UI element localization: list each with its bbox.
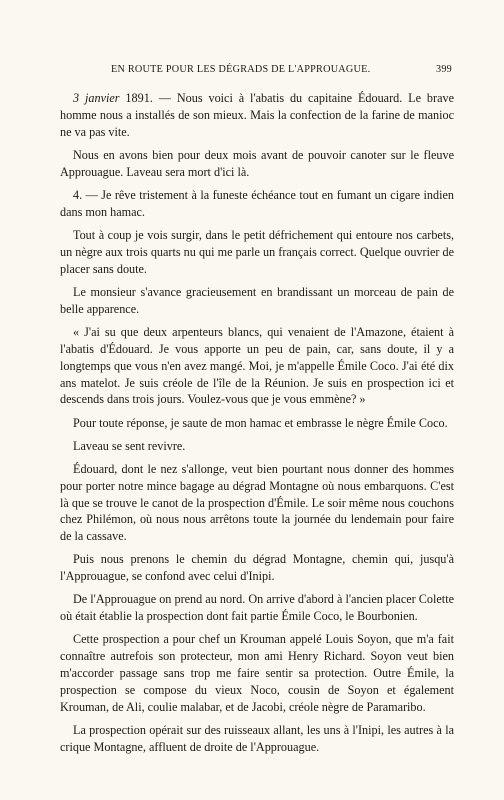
date-italic: 3 janvier: [73, 91, 120, 105]
paragraph-9: Édouard, dont le nez s'allonge, veut bien pourtant nous donner des hommes pour porter notre mince bagage au dégrad Montagne où nous embarquons. C'est là que se trouve le canot de la prospection d'Émile. Le soir même nous couchons chez Philémon, où nous nous arrêtons toute la journée du lendemain pour faire de la cassave.: [60, 461, 454, 544]
page-number: 399: [435, 64, 452, 75]
running-header: [60, 64, 454, 84]
paragraph-11: De l'Approuague on prend au nord. On arrive d'abord à l'ancien placer Colette où était établie la prospection dont fait partie Émile Coco, le Bourbonien.: [60, 592, 454, 624]
body-text: [60, 90, 454, 756]
paragraph-12: Cette prospection a pour chef un Krouman appelé Louis Soyon, que m'a fait connaître autrefois son protecteur, mon ami Henry Richard. Soyon veut bien m'accorder passage sans trop me faire sentir sa protection. Outre Émile, la prospection se compose du vieux Noco, cousin de Soyon et également Krouman, de Ali, coulie malabar, et de Jacobi, créole nègre de Paramaribo.: [60, 632, 454, 715]
paragraph-6: « J'ai su que deux arpenteurs blancs, qui venaient de l'Amazone, étaient à l'abatis d'Édouard. Je vous apporte un peu de pain, car, sans doute, il y a longtemps que vous n'en avez mangé. Moi, je m'appelle Émile Coco. J'ai été dix ans matelot. Je suis créole de l'île de la Réunion. Je suis en prospection ici et descends dans trois jours. Voulez-vous que je vous emmène? »: [60, 324, 454, 407]
paragraph-5: Le monsieur s'avance gracieusement en brandissant un morceau de pain de belle apparence.: [60, 284, 454, 316]
paragraph-10: Puis nous prenons le chemin du dégrad Montagne, chemin qui, jusqu'à l'Approuague, se confond avec celui d'Inipi.: [60, 552, 454, 584]
paragraph-text: 1891. — Nous voici à l'abatis du capitaine Édouard. Le brave homme nous a installés de son mieux. Mais la confection de la farine de manioc ne va pas vite.: [60, 91, 454, 139]
paragraph-13: La prospection opérait sur des ruisseaux allant, les uns à l'Inipi, les autres à la crique Montagne, affluent de droite de l'Approuague.: [60, 723, 454, 755]
paragraph-8: Laveau se sent revivre.: [73, 438, 186, 453]
paragraph-1: [60, 90, 454, 141]
paragraph-3: 4. — Je rêve tristement à la funeste échéance tout en fumant un cigare indien dans mon hamac.: [60, 187, 454, 219]
paragraph-7: Pour toute réponse, je saute de mon hamac et embrasse le nègre Émile Coco.: [73, 415, 448, 430]
paragraph-2: Nous en avons bien pour deux mois avant de pouvoir canoter sur le fleuve Approuague. Laveau sera mort d'ici là.: [60, 147, 454, 179]
paragraph-4: Tout à coup je vois surgir, dans le petit défrichement qui entoure nos carbets, un nègre aux trois quarts nu qui me parle un français correct. Quelque ouvrier de placer sans doute.: [60, 227, 454, 276]
running-title: EN ROUTE POUR LES DÉGRADS DE L'APPROUAGUE.: [111, 64, 371, 75]
